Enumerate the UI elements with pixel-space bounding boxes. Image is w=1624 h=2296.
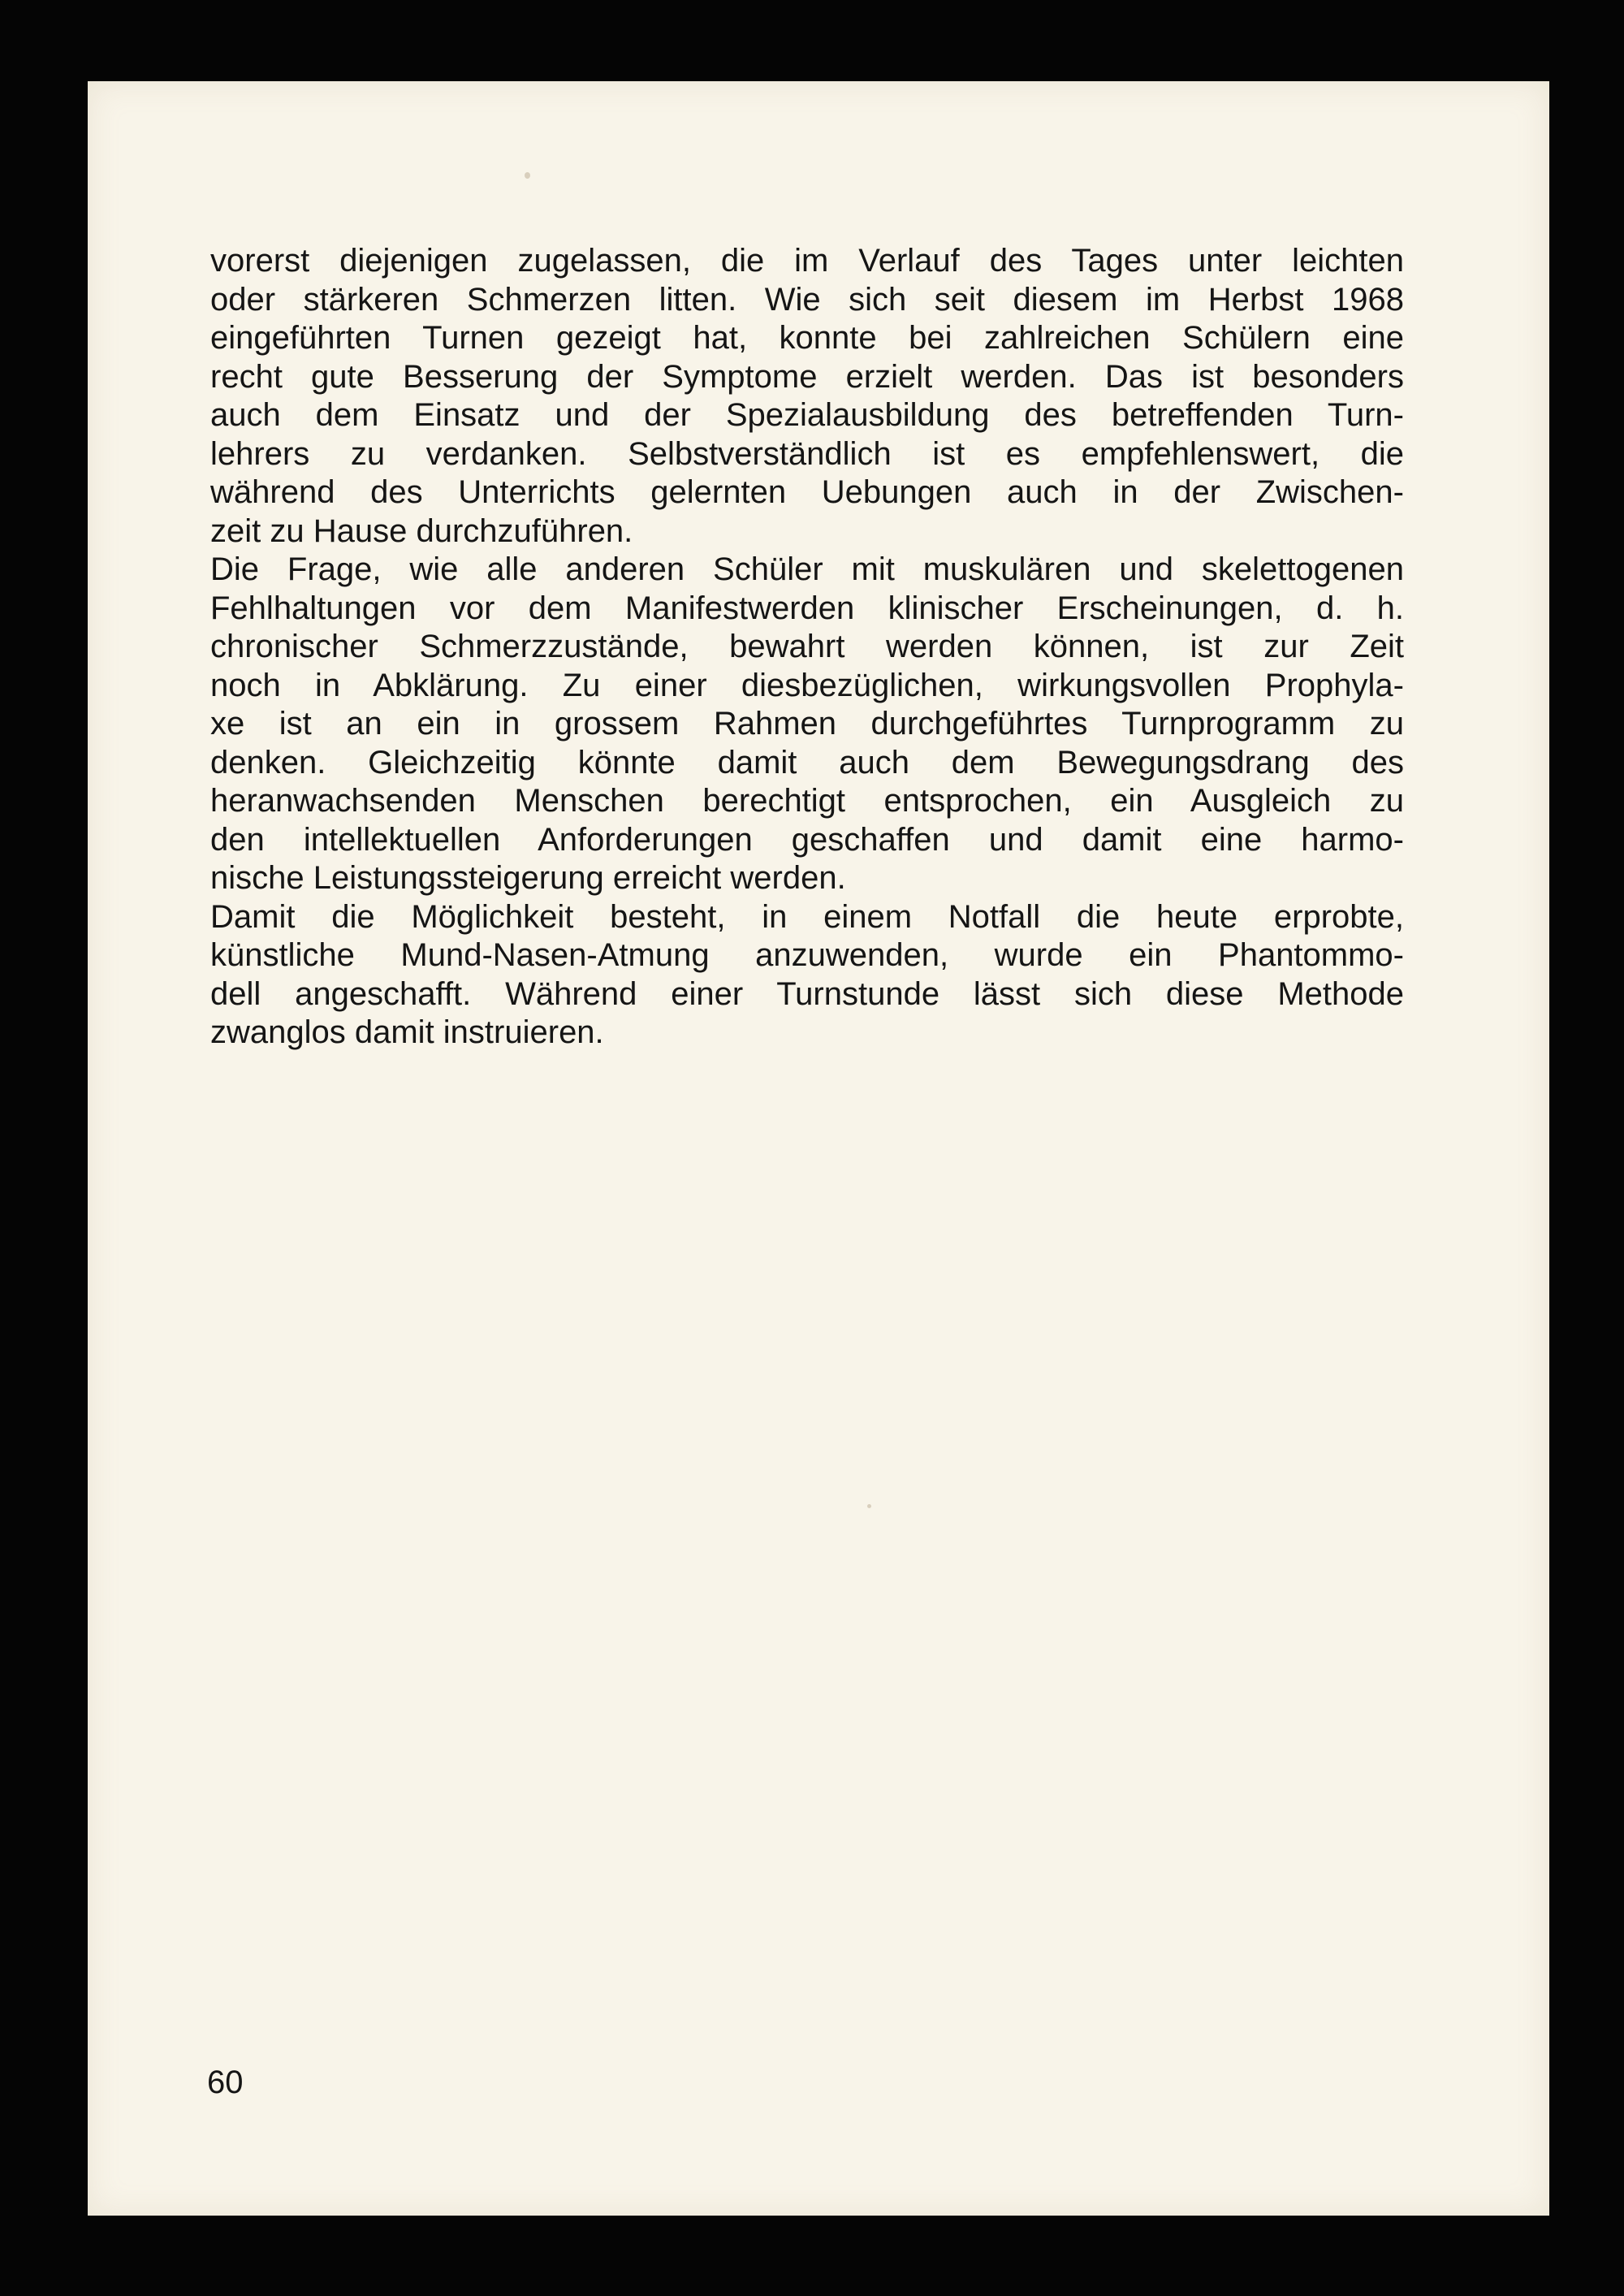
text-line: oder stärkeren Schmerzen litten. Wie sich seit diesem im Herbst 1968 — [210, 281, 1404, 318]
body-text — [210, 242, 1404, 1053]
document-page — [88, 81, 1549, 2216]
text-line: Die Frage, wie alle anderen Schüler mit muskulären und skelettogenen — [210, 551, 1404, 587]
text-line: noch in Abklärung. Zu einer diesbezüglichen, wirkungsvollen Prophyla- — [210, 667, 1404, 703]
paper-speck — [867, 1504, 871, 1508]
text-line: den intellektuellen Anforderungen geschaffen und damit eine harmo- — [210, 821, 1404, 858]
text-line: zeit zu Hause durchzuführen. — [210, 512, 633, 549]
text-line: künstliche Mund-Nasen-Atmung anzuwenden, wurde ein Phantommo- — [210, 937, 1404, 973]
text-line: heranwachsenden Menschen berechtigt entsprochen, ein Ausgleich zu — [210, 783, 1404, 819]
text-line: recht gute Besserung der Symptome erzielt werden. Das ist besonders — [210, 358, 1404, 395]
paper-speck — [525, 172, 530, 179]
paragraph-3 — [210, 898, 1404, 1053]
text-line: eingeführten Turnen gezeigt hat, konnte bei zahlreichen Schülern eine — [210, 320, 1404, 356]
text-line: zwanglos damit instruieren. — [210, 1014, 604, 1050]
paragraph-1 — [210, 242, 1404, 551]
text-line: während des Unterrichts gelernten Uebungen auch in der Zwischen- — [210, 474, 1404, 510]
page-number: 60 — [207, 2065, 244, 2100]
text-line: denken. Gleichzeitig könnte damit auch dem Bewegungsdrang des — [210, 744, 1404, 780]
text-line: dell angeschafft. Während einer Turnstunde lässt sich diese Methode — [210, 975, 1404, 1012]
text-line: nische Leistungssteigerung erreicht werden. — [210, 860, 846, 896]
text-line: auch dem Einsatz und der Spezialausbildung des betreffenden Turn- — [210, 397, 1404, 433]
text-line: lehrers zu verdanken. Selbstverständlich ist es empfehlenswert, die — [210, 435, 1404, 472]
text-line: Damit die Möglichkeit besteht, in einem Notfall die heute erprobte, — [210, 898, 1404, 935]
text-line: xe ist an ein in grossem Rahmen durchgeführtes Turnprogramm zu — [210, 706, 1404, 742]
text-line: vorerst diejenigen zugelassen, die im Verlauf des Tages unter leichten — [210, 243, 1404, 279]
text-line: chronischer Schmerzzustände, bewahrt werden können, ist zur Zeit — [210, 629, 1404, 664]
paragraph-2 — [210, 551, 1404, 898]
text-line: Fehlhaltungen vor dem Manifestwerden klinischer Erscheinungen, d. h. — [210, 590, 1404, 626]
